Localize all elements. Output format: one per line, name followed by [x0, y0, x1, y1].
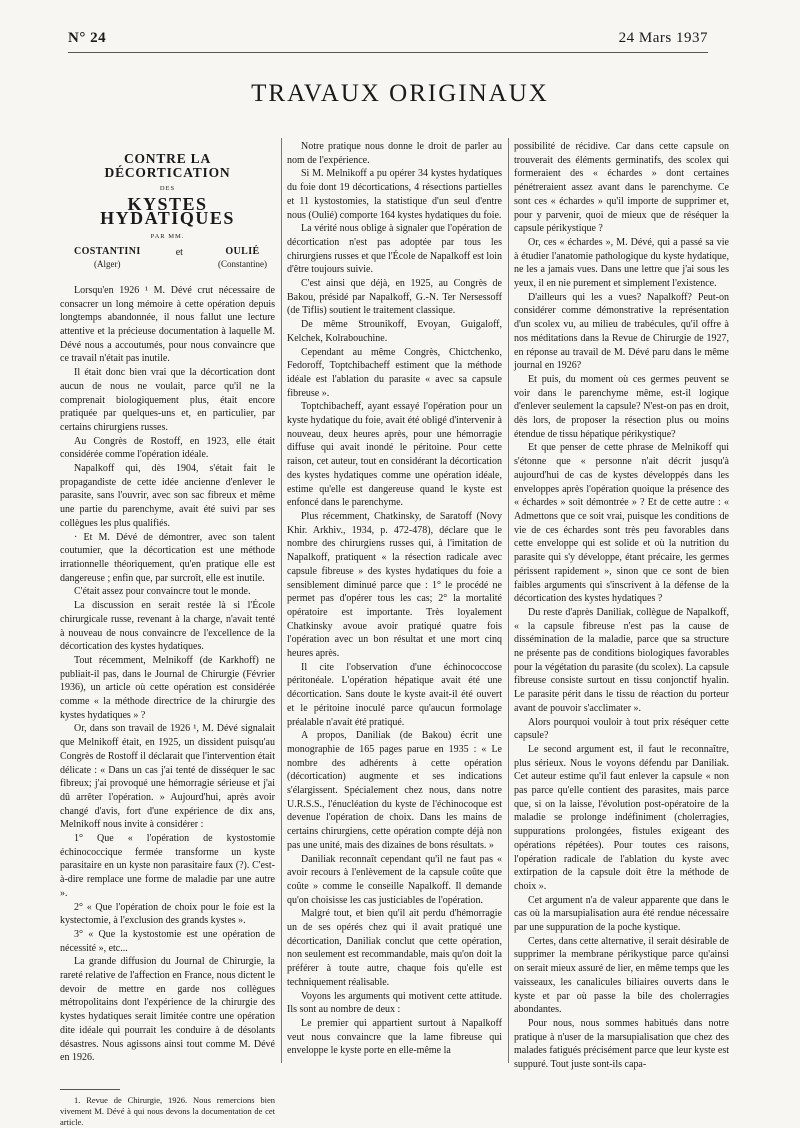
author-et: et: [175, 247, 183, 259]
column-2: [287, 140, 502, 1058]
paragraph: Lorsqu'en 1926 ¹ M. Dévé crut nécessaire de consacrer un long mémoire à cette opération depuis longtemps abandonnée, il nous fallut une lecture attentive et la précieuse documentation à laquelle M. Dévé nous a accoutumés, pour nous convaincre que ce travail n'était pas inutile.: [60, 284, 275, 365]
paragraph: Du reste d'après Daniliak, collègue de Napalkoff, « la capsule fibreuse n'est pas la cause de dissémination de la maladie, parce que sa structure ne présente pas de conditions biologiques favorables pour la végétation du parasite (du scolex). La capsule fibreuse consiste surtout en tissu conjonctif hyalin. Le parasite périt dans le tissu de réaction du porteur avant de pouvoir s'acclimater ».: [514, 606, 729, 714]
footnote-rule: [60, 1089, 120, 1090]
paragraph: Daniliak reconnaît cependant qu'il ne faut pas « avoir recours à l'enlèvement de la capsule coûte que coûte » comme le conseille Napalkoff. Il demande qu'on choisisse les cas justiciables de l'opération.: [287, 853, 502, 906]
paragraph: Le premier qui appartient surtout à Napalkoff veut nous convaincre que la lame fibreuse qui enveloppe le kyste porte en elle-même la: [287, 1018, 502, 1057]
paragraph: Certes, dans cette alternative, il serait désirable de supprimer la membrane périkystique parce qu'ainsi on serait mieux assuré de lier, en même temps que les vaisseaux, les canalicules biliaires ouverts dans le kyste et par où passe la bile des cholerragies abondantes.: [514, 935, 729, 1016]
paragraph: C'était assez pour convaincre tout le monde.: [74, 586, 251, 598]
article-byline-par: PAR MM.: [150, 232, 185, 240]
paragraph: Napalkoff qui, dès 1904, s'était fait le propagandiste de cette idée ancienne d'enlever le parasite, sans l'ouvrir, avec son sac fibreux et même une partie du parenchyme, avait été suivi par ses collègues les plus qualifiés.: [60, 463, 275, 529]
footnote: 1. Revue de Chirurgie, 1926. Nous remercions bien vivement M. Dévé à qui nous devons la documentation de cet article.: [60, 1095, 275, 1127]
paragraph: Notre pratique nous donne le droit de parler au nom de l'expérience.: [287, 141, 502, 166]
article-title-line2: KYSTES HYDATIQUES: [100, 194, 235, 228]
author-2-name: OULIÉ: [225, 246, 260, 258]
issue-number: N° 24: [68, 30, 107, 46]
author-2-place: (Constantine): [217, 258, 267, 269]
paragraph: Si M. Melnikoff a pu opérer 34 kystes hydatiques du foie dont 19 décortications, 4 résections partielles et 11 kystostomies, la statistique d'un seul d'entre nous (Oulié) comporte 164 kystes hydatiques du foie.: [287, 168, 502, 221]
paragraph: Toptchibacheff, ayant essayé l'opération pour un kyste hydatique du foie, avait été obligé d'intervenir à nouveau, deux heures après, pour une hémorragie diffuse qui avait inondé le péritoine. Pour cette raison, cet auteur, tout en considérant la décortication des kystes hydatiques comme une opération idéale, estime qu'elle est dangereuse quand le kyste est enfoncé dans le parenchyme.: [287, 401, 502, 509]
paragraph: A propos, Daniliak (de Bakou) écrit une monographie de 165 pages parue en 1935 : « Le nombre des adhérents à cette opération (décortication) augmente et ses indications s'élargissent. Spécialement chez nous, dans notre U.R.S.S., l'énucléation du kyste de l'échinocoque est devenue l'opération de choix. Dans les mains de certains chirurgiens, cette opération compte déjà non pas une unité, mais des dizaines de bons résultats. »: [287, 730, 502, 851]
paragraph: La grande diffusion du Journal de Chirurgie, la rareté relative de l'affection en France, nous dictent le devoir de mettre en garde nos collègues métropolitains dont l'expérience de la chirurgie des kystes hydatiques serait limitée contre une opération dite idéale qui pourrait les conduire à de désolants désastres. Nous agissons ainsi tout comme M. Dévé en 1926.: [60, 956, 275, 1064]
author-2: [218, 245, 267, 270]
paragraph: Il cite l'observation d'une échinococcose péritonéale. L'opération hépatique avait été une décortication. Sans doute le kyste avait-il été ouvert et le péritoine inoculé parce qu'aucun formolage préalable n'avait été pratiqué.: [287, 661, 502, 728]
paragraph: Or, ces « échardes », M. Dévé, qui a passé sa vie à étudier l'anatomie pathologique du kyste hydatique, ne les a jamais vues. Dans une lettre que j'ai sous les yeux, il en nie purement et simplement l'existence.: [514, 236, 729, 290]
paragraph: La vérité nous oblige à signaler que l'opération de décortication n'est pas adoptée par tous les chirurgiens russes et que l'École de Napalkoff est loin d'être toujours suivie.: [287, 223, 502, 276]
paragraph: Le second argument est, il faut le reconnaître, plus sérieux. Nous le voyons défendu par Daniliak. Cet auteur estime qu'il faut enlever la capsule « non pas parce qu'elle contient des parasites, mais parce que, si on la laisse, l'évolution post-opératoire de la maladie se prolonge indéfiniment (cholerragies, suppurations prolongées, fistules exigeant des opérations répétées). Pour toutes ces raisons, l'opération radicale de l'ablation du kyste avec extirpation de la capsule doit être la méthode de choix ».: [514, 743, 729, 892]
issue-date: 24 Mars 1937: [618, 30, 708, 46]
paragraph: Au Congrès de Rostoff, en 1923, elle était considérée comme l'opération idéale.: [60, 435, 275, 461]
paragraph: Or, dans son travail de 1926 ¹, M. Dévé signalait que Melnikoff était, en 1925, un dissident puisqu'au Congrès de Rostoff il déclarait que l'intervention était délicate : « Dans un cas j'ai tenté de disséquer le sac fibreux; j'ai provoqué une hémorragie sérieuse et j'ai dû arrêter l'opération. » Aujourd'hui, après avoir changé d'avis, fort d'une expérience de dix ans, Melnikoff nous invite à considérer :: [60, 723, 275, 831]
column-1: [60, 140, 275, 1128]
paragraph: Cet argument n'a de valeur apparente que dans le cas où la marsupialisation aura été rendue nécessaire par une suppuration de la poche kystique.: [514, 894, 729, 934]
paragraph: D'ailleurs qui les a vues? Napalkoff? Peut-on considérer comme démonstrative la représentation d'un scolex vu, au milieu de trabécules, qu'il offre à nos méditations dans la Revue de Chirurgie de 1927, en réponse au travail de M. Dévé paru dans le même journal en 1926?: [514, 291, 729, 372]
paragraph: · Et M. Dévé de démontrer, avec son talent coutumier, que la décortication est une méthode irrationnelle théoriquement, qu'en pratique elle est dangereuse ; enfin que, par surcroît, elle est inutile.: [60, 531, 275, 584]
paragraph: De même Strounikoff, Evoyan, Guigaloff, Kelchek, Kolrabouchine.: [287, 319, 502, 344]
paragraph: C'est ainsi que déjà, en 1925, au Congrès de Bakou, présidé par Napalkoff, G.-N. Ter Nersessoff (de Tiflis) soutient le traitement classique.: [287, 278, 502, 317]
paragraph: Malgré tout, et bien qu'il ait perdu d'hémorragie un de ses opérés chez qui il avait pratiqué une décortication, Daniliak conclut que cette opération, non seulement est recommandable, mais qu'on doit la préférer à toute autre, chaque fois qu'elle est techniquement réalisable.: [287, 908, 502, 988]
author-1: [74, 245, 141, 270]
paragraph: Pour nous, nous sommes habitués dans notre pratique à n'user de la marsupialisation que chez des malades fatigués précisément parce que leur kyste est suppuré. Tout juste sont-ils capa-: [514, 1018, 729, 1071]
paragraph: Et que penser de cette phrase de Melnikoff qui s'étonne que « personne n'ait décrit jusqu'à aujourd'hui de cas de kystes développés dans les enveloppes après l'opération quoique la présence des « échardes » soit démontrée » ? Et de cette autre : « Admettons que ce soit vrai, puisque les conditions de vie de ces échardes sont très peu favorables dans cette enveloppe qui est solide et où la nutrition du parasite qui s'y développe, étant précaire, les germes périssent rapidement », sinon que ce sont de bien faibles arguments qui s'inscrivent à la défense de la décortication des kystes hydatiques ?: [514, 442, 729, 605]
paragraph: Voyons les arguments qui motivent cette attitude. Ils sont au nombre de deux :: [287, 990, 502, 1016]
paragraph: 2° « Que l'opération de choix pour le foie est la kystectomie, à l'exclusion des grands kystes ».: [60, 901, 275, 927]
paragraph: Et puis, du moment où ces germes peuvent se voir dans le parenchyme même, est-il logique d'enlever seulement la capsule? N'est-on pas en droit, dès lors, de proposer la résection plus ou moins étendue de tissu hépatique périkystique?: [514, 373, 729, 440]
author-1-name: COSTANTINI: [74, 246, 141, 258]
article-title-des: DES: [159, 185, 176, 193]
column-rule-1: [281, 138, 282, 1063]
authors: [60, 245, 275, 270]
column-rule-2: [508, 138, 509, 1063]
paragraph: 1° Que « l'opération de kystostomie échinococcique fermée transforme un kyste parasitaire en un kyste non parasitaire faux (?). C'est-à-dire remplace une forme de maladie par une autre ».: [60, 833, 275, 899]
section-title: TRAVAUX ORIGINAUX: [251, 80, 549, 107]
column-3: [514, 140, 729, 1072]
paragraph: Il était donc bien vrai que la décortication dont aucun de nous ne voulait, parce qu'il ne la comprenait biologiquement plus, était encore pratiquée par quelques-uns et, en particulier, par certains chirurgiens russes.: [60, 367, 275, 433]
paragraph: possibilité de récidive. Car dans cette capsule on trouverait des éléments germinatifs, des scolex qui formeraient des « échardes » dont certaines pénétreraient assez avant dans le parenchyme. Ce sont ces « échardes » qu'il importe de supprimer et, pour y parvenir, quoi de mieux que de réséquer la capsule périkystique ?: [514, 141, 729, 235]
article-title-line1: CONTRE LA DÉCORTICATION: [104, 151, 231, 180]
paragraph: La discussion en serait restée là si l'École chirurgicale russe, revenant à la charge, n'avait tenté à nouveau de nous convaincre de l'excellence de la décortication des kystes hydatiques.: [60, 600, 275, 653]
paragraph: Cependant au même Congrès, Chictchenko, Fedoroff, Toptchibacheff estiment que la méthode idéale est l'ablation du parasite « avec sa capsule fibreuse ».: [287, 346, 502, 399]
paragraph: Alors pourquoi vouloir à tout prix réséquer cette capsule?: [514, 716, 729, 742]
paragraph: 3° « Que la kystostomie est une opération de nécessité », etc...: [60, 928, 275, 954]
paragraph: Tout récemment, Melnikoff (de Karkhoff) ne publiait-il pas, dans le Journal de Chirurgie (Février 1936), un article où cette opération est considérée comme « la méthode directrice de la chirurgie des kystes hydatiques » ?: [60, 654, 275, 721]
paragraph: Plus récemment, Chatkinsky, de Saratoff (Novy Khir. Arkhiv., 1934, p. 472-478), déclare que le nombre des chirurgiens russes qui, à l'imitation de Napalkoff, pratiquent « la résection radicale avec capsule fibreuse » des kystes hydatiques du foie a sensiblement diminué parce que : 1° le procédé ne permet pas d'opérer tous les cas; 2° la mortalité opératoire est importante. Très loyalement Chatkinsky avoue avoir pratiqué quatre fois l'opération avec un bon résultat et une mort cinq heures après.: [287, 510, 502, 660]
author-1-place: (Alger): [94, 258, 121, 269]
header-rule: [68, 52, 708, 53]
